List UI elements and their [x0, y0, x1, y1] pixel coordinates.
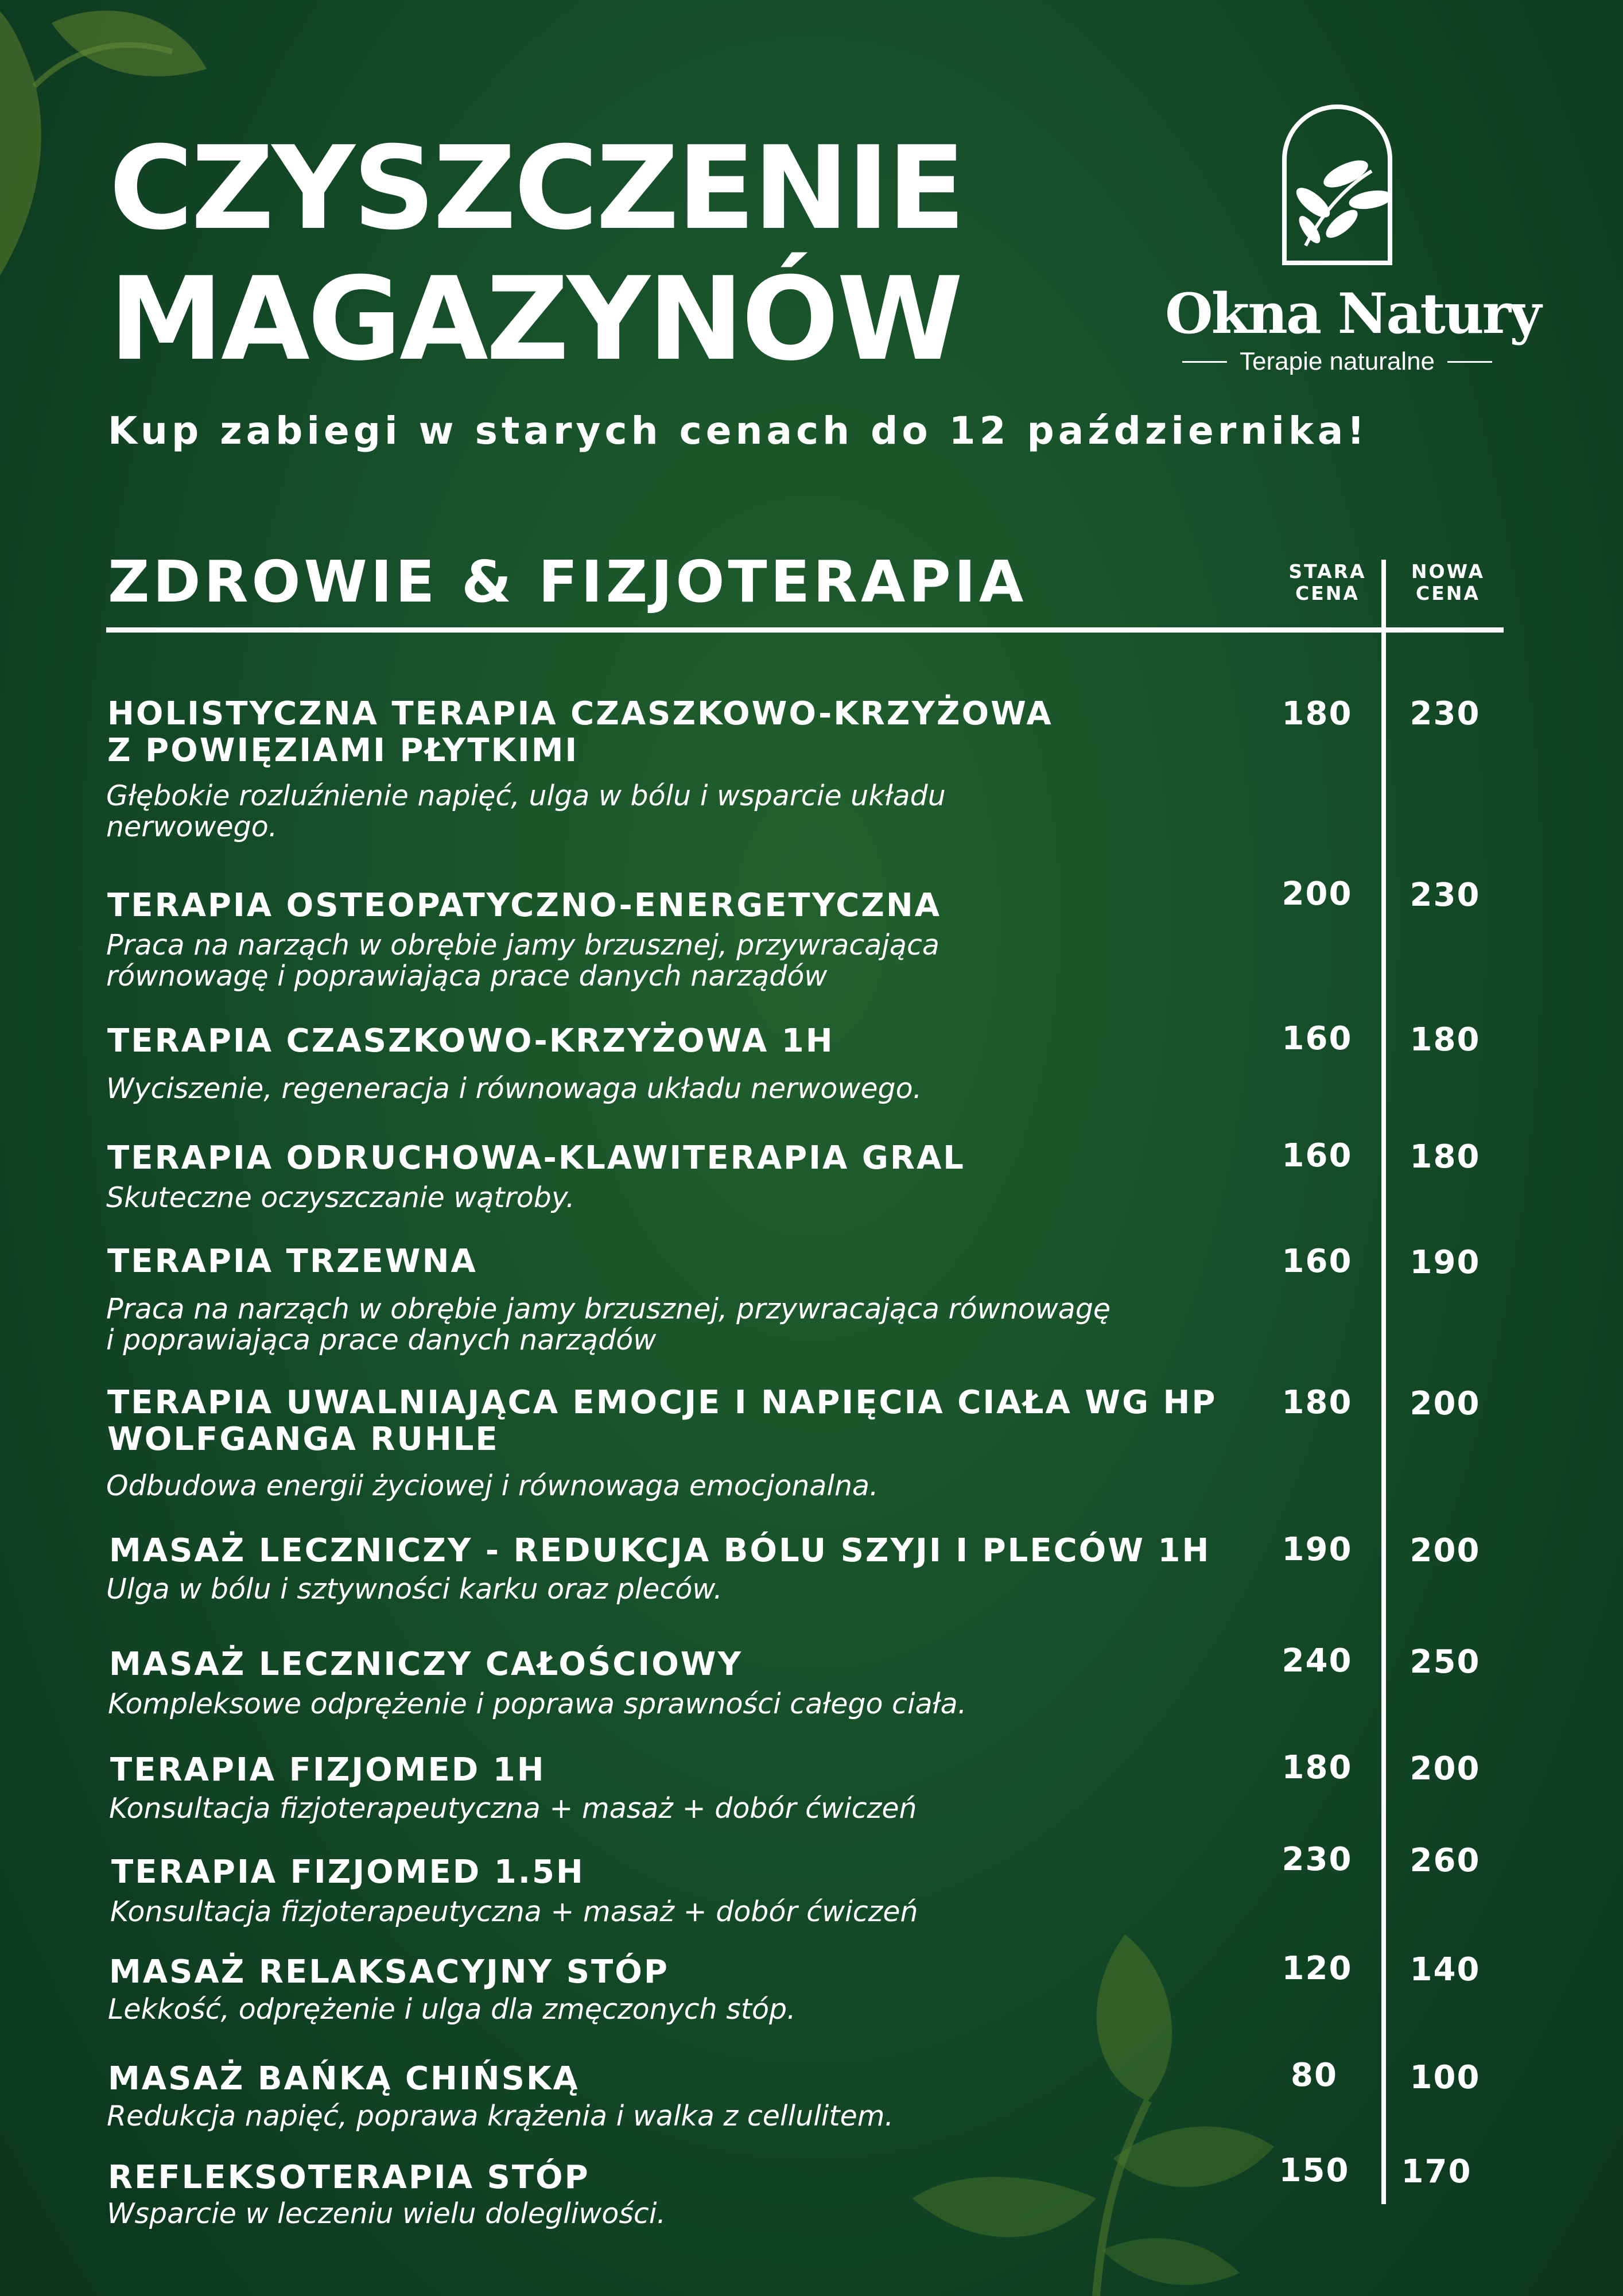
logo-tagline — [1182, 347, 1492, 376]
service-name: TERAPIA UWALNIAJĄCA EMOCJE I NAPIĘCIA CIAŁA WG HP WOLFGANGA RUHLE — [107, 1384, 1217, 1458]
promo-subtitle: Kup zabiegi w starych cenach do 12 października! — [108, 409, 1369, 453]
service-description: Konsultacja fizjoterapeutyczna + masaż + dobór ćwiczeń — [110, 1895, 918, 1928]
service-name: MASAŻ BAŃKĄ CHIŃSKĄ — [108, 2060, 580, 2097]
new-price: 190 — [1410, 1244, 1481, 1281]
service-name: TERAPIA CZASZKOWO-KRZYŻOWA 1H — [107, 1022, 834, 1060]
new-price: 180 — [1410, 1138, 1481, 1176]
old-price: 240 — [1282, 1642, 1353, 1680]
service-description: Skuteczne oczyszczanie wątroby. — [106, 1181, 575, 1214]
old-price: 230 — [1282, 1841, 1353, 1878]
service-description: Redukcja napięć, poprawa krążenia i walka z cellulitem. — [107, 2100, 894, 2132]
new-price: 180 — [1410, 1021, 1481, 1058]
service-description: Wyciszenie, regeneracja i równowaga układu nerwowego. — [106, 1072, 922, 1105]
old-price: 180 — [1282, 1384, 1353, 1421]
service-description: Ulga w bólu i sztywności karku oraz pleców. — [106, 1573, 723, 1605]
section-title: ZDROWIE & FIZJOTERAPIA — [108, 548, 1027, 615]
old-price: 160 — [1282, 1243, 1353, 1280]
service-name: MASAŻ RELAKSACYJNY STÓP — [109, 1953, 669, 1991]
service-description: Kompleksowe odprężenie i poprawa sprawności całego ciała. — [108, 1688, 967, 1720]
title-line-1: CZYSZCZENIE — [109, 122, 964, 255]
old-price: 160 — [1282, 1020, 1353, 1057]
service-description: Głębokie rozluźnienie napięć, ulga w bólu i wsparcie układu nerwowego. — [106, 779, 946, 843]
service-name: TERAPIA FIZJOMED 1H — [110, 1751, 546, 1789]
new-price: 230 — [1410, 695, 1481, 732]
tagline-divider-left — [1182, 361, 1227, 363]
new-price: 230 — [1410, 876, 1481, 914]
logo-name: Okna Natury — [1165, 281, 1540, 346]
service-name: TERAPIA ODRUCHOWA-KLAWITERAPIA GRAL — [107, 1139, 965, 1177]
new-price: 250 — [1410, 1643, 1481, 1681]
new-price-header-line-2: CENA — [1416, 582, 1480, 604]
service-name: TERAPIA OSTEOPATYCZNO-ENERGETYCZNA — [107, 887, 942, 924]
service-description: Lekkość, odprężenie i ulga dla zmęczonych stóp. — [108, 1993, 796, 2026]
service-description: Konsultacja fizjoterapeutyczna + masaż + dobór ćwiczeń — [109, 1792, 917, 1825]
service-description: Wsparcie w leczeniu wielu dolegliwości. — [107, 2197, 666, 2230]
page-title — [109, 123, 964, 385]
old-price-column-header — [1273, 561, 1382, 604]
old-price: 200 — [1282, 875, 1353, 913]
service-description: Odbudowa energii życiowej i równowaga emocjonalna. — [106, 1469, 879, 1502]
service-name: HOLISTYCZNA TERAPIA CZASZKOWO-KRZYŻOWA Z POWIĘZIAMI PŁYTKIMI — [107, 695, 1053, 769]
new-price: 100 — [1410, 2059, 1481, 2096]
new-price: 170 — [1401, 2153, 1472, 2190]
old-price: 80 — [1291, 2057, 1338, 2094]
service-name: TERAPIA TRZEWNA — [107, 1243, 477, 1280]
table-header-divider — [106, 627, 1504, 633]
old-price: 120 — [1282, 1950, 1353, 1987]
service-name: TERAPIA FIZJOMED 1.5H — [111, 1853, 585, 1891]
tagline-text: Terapie naturalne — [1240, 347, 1435, 375]
old-price: 150 — [1279, 2152, 1350, 2189]
new-price: 260 — [1410, 1842, 1481, 1879]
new-price-column-header — [1393, 561, 1502, 604]
service-description: Praca na narząch w obrębie jamy brzusznej, przywracająca równowagę i poprawiająca prace danych narządów — [106, 1293, 1111, 1356]
tagline-divider-right — [1447, 361, 1492, 363]
new-price: 200 — [1410, 1532, 1481, 1569]
title-line-2: MAGAZYNÓW — [109, 253, 961, 386]
old-price: 160 — [1282, 1137, 1353, 1174]
old-price: 180 — [1282, 1749, 1353, 1786]
old-price: 180 — [1282, 695, 1353, 732]
old-price: 190 — [1282, 1531, 1353, 1568]
new-price: 200 — [1410, 1750, 1481, 1787]
old-price-header-line-2: CENA — [1295, 582, 1360, 604]
new-price-header-line-1: NOWA — [1411, 560, 1485, 583]
new-price: 200 — [1410, 1385, 1481, 1422]
service-name: REFLEKSOTERAPIA STÓP — [108, 2159, 590, 2196]
service-description: Praca na narząch w obrębie jamy brzusznej, przywracająca równowagę i poprawiająca prace danych narządów — [106, 929, 939, 992]
service-name: MASAŻ LECZNICZY CAŁOŚCIOWY — [109, 1646, 743, 1683]
new-price: 140 — [1410, 1951, 1481, 1988]
service-name: MASAŻ LECZNICZY - REDUKCJA BÓLU SZYJI I PLECÓW 1H — [109, 1532, 1211, 1569]
old-price-header-line-1: STARA — [1288, 560, 1366, 583]
